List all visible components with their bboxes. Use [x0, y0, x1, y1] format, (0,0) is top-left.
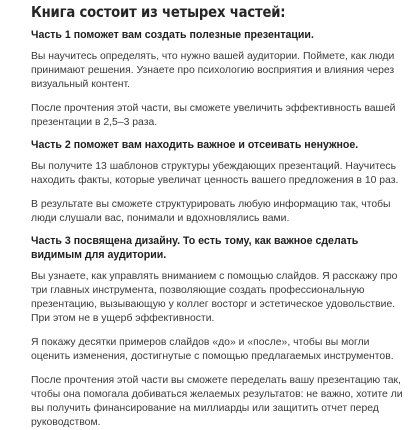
section-3-heading: Часть 3 посвящена дизайну. То есть тому, как важное сделать видимым для аудитории.: [31, 235, 359, 261]
section-2-paragraph-2: В результате вы сможете структурировать любую информацию так, чтобы люди слушали вас, понимали и вдохновлялись вами.: [31, 199, 391, 224]
section-1-heading: Часть 1 поможет вам создать полезные презентации.: [31, 29, 314, 41]
section-3-paragraph-1: Вы узнаете, как управлять вниманием с помощью слайдов. Я расскажу про три главных инструмента, позволяющие создать профессиональную презентацию, вызывающую у коллег восторг и эстетическое удовольствие. При этом не в ущерб эффективности.: [31, 271, 398, 324]
section-2-paragraph-1: Вы получите 13 шаблонов структуры убеждающих презентаций. Научитесь находить факты, которые увеличат ценность вашего предложения в 10 раз.: [31, 161, 399, 186]
page-title: Книга состоит из четырех частей:: [31, 3, 286, 21]
section-3-paragraph-3: После прочтения этой части вы сможете переделать вашу презентацию так, чтобы она помогала добиваться желаемых результатов: не важно, хотите ли вы получить финансирование на миллиарды или защитить отчет перед руководством.: [31, 375, 403, 428]
section-1-paragraph-2: После прочтения этой части, вы сможете увеличить эффективность вашей презентации в 2,5–3 раза.: [31, 103, 396, 128]
section-3-paragraph-2: Я покажу десятки примеров слайдов «до» и «после», чтобы вы могли оценить изменения, достигнутые с помощью предлагаемых инструментов.: [31, 337, 394, 362]
section-2-heading: Часть 2 поможет вам находить важное и отсеивать ненужное.: [31, 139, 359, 151]
section-1-paragraph-1: Вы научитесь определять, что нужно вашей аудитории. Поймете, как люди принимают решения. Узнаете про психологию восприятия и влияния через визуальный контент.: [31, 51, 395, 90]
